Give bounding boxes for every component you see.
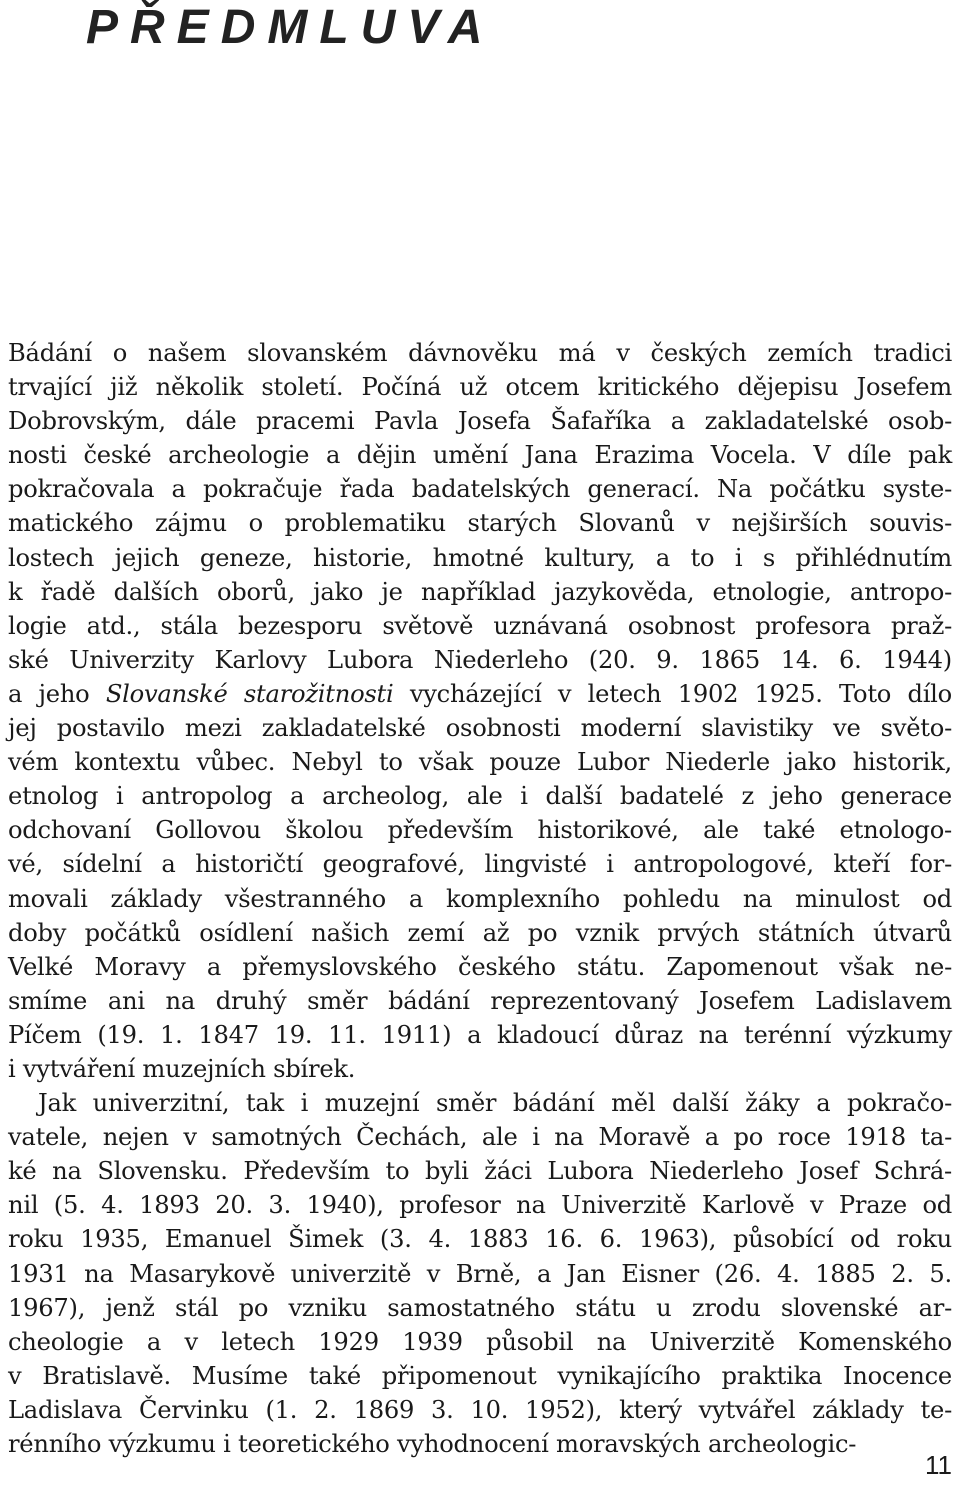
text-segment: smíme ani na druhý směr bádání reprezentovaný Josefem Ladislavem bbox=[8, 986, 952, 1015]
text-segment: k řadě dalších oborů, jako je například jazykověda, etnologie, antropo- bbox=[8, 577, 952, 606]
text-segment: a jeho bbox=[8, 679, 106, 708]
text-segment: ské Univerzity Karlovy Lubora Niederleho (20. 9. 1865 14. 6. 1944) bbox=[8, 645, 952, 674]
text-segment: v Bratislavě. Musíme také připomenout vynikajícího praktika Inocence bbox=[8, 1361, 952, 1390]
text-segment: Velké Moravy a přemyslovského českého státu. Zapomenout však ne- bbox=[8, 952, 952, 981]
text-segment: etnolog i antropolog a archeolog, ale i další badatelé z jeho generace bbox=[8, 782, 952, 811]
text-segment: i vytváření muzejních sbírek. bbox=[8, 1054, 356, 1083]
text-line bbox=[8, 813, 952, 847]
text-segment: Bádání o našem slovanském dávnověku má v českých zemích tradici bbox=[8, 339, 952, 367]
text-line bbox=[8, 711, 952, 745]
text-line bbox=[8, 950, 952, 984]
text-line bbox=[8, 609, 952, 643]
text-segment: lostech jejich geneze, historie, hmotné kultury, a to i s přihlédnutím bbox=[8, 543, 952, 572]
text-line bbox=[8, 643, 952, 677]
text-line bbox=[8, 745, 952, 779]
text-segment: matického zájmu o problematiku starých Slovanů v nejširších souvis- bbox=[8, 509, 952, 538]
text-segment: ké na Slovensku. Především to byli žáci Lubora Niederleho Josef Schrá- bbox=[8, 1157, 952, 1186]
text-segment: trvající již několik století. Počíná už otcem kritického dějepisu Josefem bbox=[8, 373, 952, 402]
page-number: 11 bbox=[925, 1450, 952, 1480]
text-line bbox=[8, 1359, 952, 1393]
text-line bbox=[8, 1154, 952, 1188]
text-segment: nil (5. 4. 1893 20. 3. 1940), profesor na Univerzitě Karlově v Praze od bbox=[8, 1191, 952, 1220]
text-segment: vycházející v letech 1902 1925. Toto dílo bbox=[393, 679, 952, 708]
text-segment: pokračovala a pokračuje řada badatelských generací. Na počátku syste- bbox=[8, 475, 952, 504]
text-segment: vé, sídelní a historičtí geografové, lingvisté i antropologové, kteří for- bbox=[8, 850, 952, 879]
text-segment: roku 1935, Emanuel Šimek (3. 4. 1883 16. 6. 1963), působící od roku bbox=[8, 1225, 952, 1254]
text-line bbox=[8, 1086, 952, 1120]
text-line bbox=[8, 1120, 952, 1154]
text-line bbox=[8, 370, 952, 404]
text-line bbox=[8, 1393, 952, 1427]
text-segment: 1967), jenž stál po vzniku samostatného státu u zrodu slovenské ar- bbox=[8, 1293, 952, 1322]
text-segment: Jak univerzitní, tak i muzejní směr bádání měl další žáky a pokračo- bbox=[38, 1089, 952, 1118]
text-line bbox=[8, 677, 952, 711]
text-line bbox=[8, 541, 952, 575]
text-line bbox=[8, 779, 952, 813]
text-segment: movali základy všestranného a komplexního pohledu na minulost od bbox=[8, 884, 952, 913]
text-line bbox=[8, 472, 952, 506]
text-line bbox=[8, 575, 952, 609]
text-segment: Dobrovským, dále pracemi Pavla Josefa Šafaříka a zakladatelské osob- bbox=[8, 407, 952, 436]
text-segment: cheologie a v letech 1929 1939 působil na Univerzitě Komenského bbox=[8, 1327, 952, 1356]
text-segment: rénního výzkumu i teoretického vyhodnocení moravských archeologic- bbox=[8, 1430, 857, 1458]
text-line bbox=[8, 1427, 952, 1461]
text-line bbox=[8, 916, 952, 950]
text-segment: vatele, nejen v samotných Čechách, ale i na Moravě a po roce 1918 ta- bbox=[8, 1123, 952, 1152]
text-line bbox=[8, 1222, 952, 1256]
text-segment: vém kontextu vůbec. Nebyl to však pouze Lubor Niederle jako historik, bbox=[8, 748, 952, 777]
text-line bbox=[8, 847, 952, 881]
page-title: PŘEDMLUVA bbox=[86, 1, 495, 54]
book-title-italic: Slovanské starožitnosti bbox=[105, 679, 394, 708]
text-line bbox=[8, 1188, 952, 1222]
text-line bbox=[8, 882, 952, 916]
text-line bbox=[8, 984, 952, 1018]
text-line bbox=[8, 506, 952, 540]
text-segment: nosti české archeologie a dějin umění Jana Erazima Vocela. V díle pak bbox=[8, 441, 952, 470]
text-line bbox=[8, 1257, 952, 1291]
text-segment: odchovaní Gollovou školou především historikové, ale také etnologo- bbox=[8, 816, 952, 845]
text-segment: Ladislava Červinku (1. 2. 1869 3. 10. 1952), který vytvářel základy te- bbox=[8, 1395, 952, 1424]
body-text bbox=[8, 336, 952, 1461]
text-line bbox=[8, 1325, 952, 1359]
text-line bbox=[8, 1052, 952, 1086]
text-segment: doby počátků osídlení našich zemí až po vznik prvých státních útvarů bbox=[8, 918, 952, 947]
text-segment: jej postavilo mezi zakladatelské osobnosti moderní slavistiky ve světo- bbox=[8, 714, 952, 743]
text-segment: Píčem (19. 1. 1847 19. 11. 1911) a kladoucí důraz na terénní výzkumy bbox=[8, 1020, 952, 1049]
text-line bbox=[8, 438, 952, 472]
text-line bbox=[8, 336, 952, 370]
text-line bbox=[8, 1018, 952, 1052]
text-segment: logie atd., stála bezesporu světově uznávaná osobnost profesora praž- bbox=[8, 611, 952, 640]
text-line bbox=[8, 1291, 952, 1325]
text-segment: 1931 na Masarykově univerzitě v Brně, a Jan Eisner (26. 4. 1885 2. 5. bbox=[8, 1259, 952, 1288]
text-line bbox=[8, 404, 952, 438]
